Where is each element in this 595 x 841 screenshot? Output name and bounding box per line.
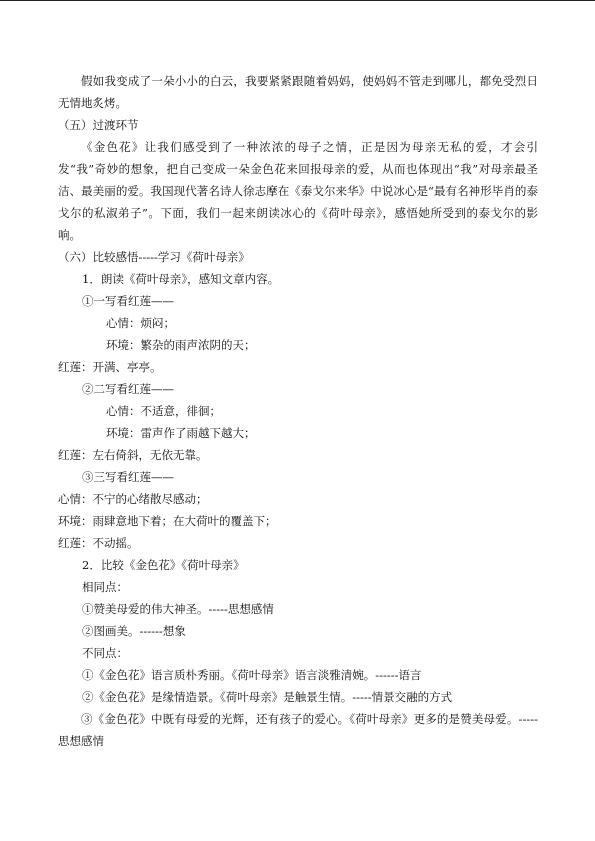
- document-paragraph: ③《金色花》中既有母爱的光辉，还有孩子的爱心。《荷叶母亲》更多的是赞美母爱。-----思想感情: [58, 712, 538, 748]
- document-paragraph: ①一写看红莲——: [82, 294, 174, 308]
- document-paragraph: 红莲：开满、亭亭。: [58, 360, 162, 374]
- document-paragraph: 2．比较《金色花》《荷叶母亲》: [82, 558, 245, 572]
- document-paragraph: 心情：烦闷；: [106, 316, 175, 330]
- document-paragraph: （六）比较感悟-----学习《荷叶母亲》: [58, 250, 250, 264]
- document-paragraph: ②二写看红莲——: [82, 382, 174, 396]
- document-paragraph: 心情：不适意，徘徊；: [106, 404, 221, 418]
- document-paragraph: 红莲：不动摇。: [58, 536, 139, 550]
- page-top-rule: [0, 0, 595, 1]
- document-paragraph: 《金色花》让我们感受到了一种浓浓的母子之情，正是因为母亲无私的爱，才会引发“我”奇妙的想象，把自己变成一朵金色花来回报母亲的爱，从而也体现出“我”对母亲最圣洁、最美丽的爱。我国现代著名诗人徐志摩在《泰戈尔来华》中说冰心是“最有名神形毕肖的泰戈尔的私淑弟子”。下面，我们一起来朗读冰心的《荷叶母亲》，感悟她所受到的泰戈尔的影响。: [58, 140, 538, 242]
- document-paragraph: 环境：雷声作了雨越下越大；: [106, 426, 256, 440]
- document-paragraph: 环境：繁杂的雨声浓阴的天；: [106, 338, 256, 352]
- document-paragraph: ①《金色花》语言质朴秀丽。《荷叶母亲》语言淡雅清婉。------语言: [82, 668, 422, 682]
- document-paragraph: ①赞美母爱的伟大神圣。-----思想感情: [82, 602, 274, 616]
- document-paragraph: 红莲：左右倚斜，无依无靠。: [58, 448, 208, 462]
- document-paragraph: 假如我变成了一朵小小的白云，我要紧紧跟随着妈妈，使妈妈不管走到哪儿，都免受烈日无情地炙烤。: [58, 74, 538, 110]
- document-paragraph: 不同点：: [82, 646, 128, 660]
- document-paragraph: （五）过渡环节: [58, 118, 139, 132]
- document-paragraph: ②《金色花》是缘情造景。《荷叶母亲》是触景生情。-----情景交融的方式: [82, 690, 453, 704]
- document-paragraph: ③三写看红莲——: [82, 470, 174, 484]
- document-body: [58, 70, 538, 752]
- document-paragraph: 环境：雨肆意地下着；在大荷叶的覆盖下；: [58, 514, 277, 528]
- document-paragraph: ②图画美。------想象: [82, 624, 186, 638]
- document-paragraph: 心情：不宁的心绪散尽感动；: [58, 492, 208, 506]
- document-paragraph: 相同点：: [82, 580, 128, 594]
- document-paragraph: 1．朗读《荷叶母亲》，感知文章内容。: [82, 272, 280, 286]
